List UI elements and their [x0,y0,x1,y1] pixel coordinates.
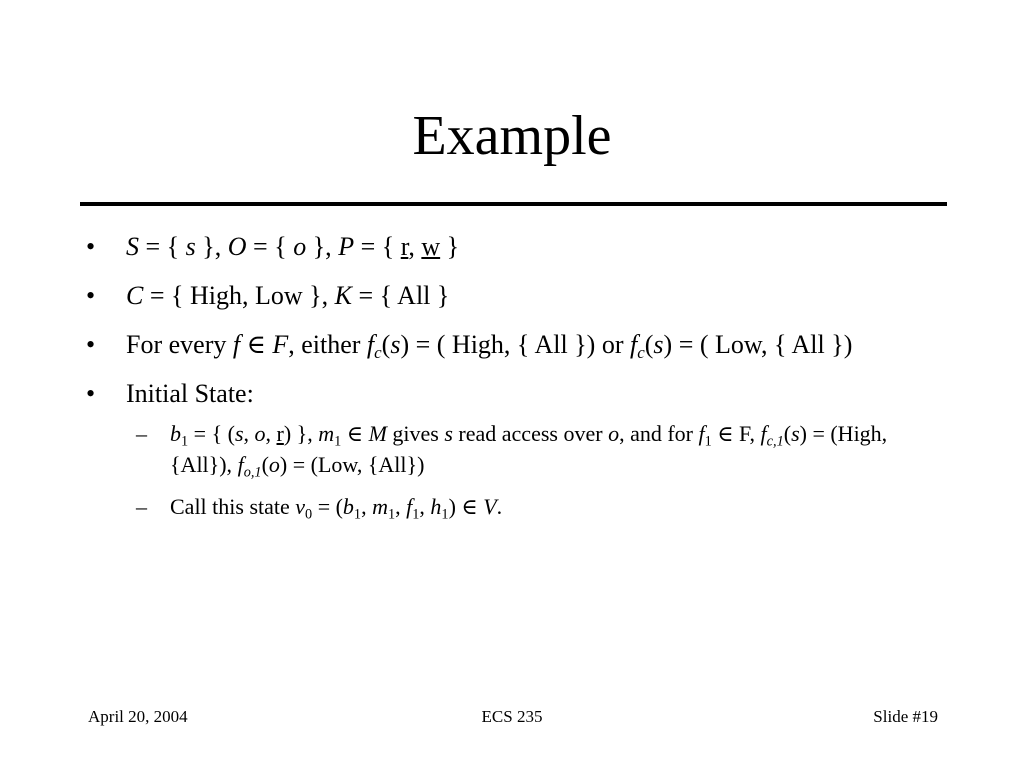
subscript: 1 [334,433,342,450]
math-var: s [234,421,244,446]
text-run: ( [783,421,792,446]
math-var: m [372,494,388,519]
math-var: o [293,232,307,261]
text-run: ∈ F, [711,421,761,446]
text-run: ) ∈ [448,494,484,519]
text-run: , either [288,330,367,359]
text-run: . [496,494,503,519]
text-run: , [395,494,407,519]
text-run: , [361,494,373,519]
text-run: } [440,232,460,261]
bullet-security-function [86,326,946,363]
subscript: c [637,343,645,363]
subscript: c,1 [766,433,784,450]
text-run: , [419,494,431,519]
math-var: K [334,281,352,310]
footer-course: ECS 235 [481,707,543,726]
math-var: s [653,330,664,359]
text-run: , [243,421,255,446]
math-var: s [791,421,800,446]
math-var: P [338,232,355,261]
text-run: = { ( [188,421,235,446]
subscript: 1 [441,506,449,523]
text-run: ) = ( Low, { All }) [663,330,853,359]
text-run: = ( [312,494,343,519]
text-run: ) }, [283,421,319,446]
bullet-marker: • [86,232,96,261]
bullet-sets [86,228,946,265]
text-run: read access over [452,421,609,446]
math-var: f [366,330,375,359]
text-run: ( [644,330,654,359]
text-run: = { [139,232,186,261]
subscript: 1 [181,433,189,450]
bullet-marker: • [86,330,96,359]
bullet-marker: • [86,379,96,408]
math-var: f [237,452,244,477]
math-var: h [430,494,442,519]
math-var: o [608,421,620,446]
text-run: = { All } [351,281,450,310]
text-run: ) = ( High, { All }) or [400,330,630,359]
title-divider [80,202,947,206]
math-var: b [170,421,181,446]
text-run: gives [386,421,445,446]
math-var: S [126,232,139,261]
text-run: , [408,232,422,261]
text-run: = { [246,232,294,261]
subscript: 1 [387,506,396,523]
math-var: o [254,421,266,446]
math-var: v [295,494,306,519]
text-run: = { High, Low }, [143,281,335,310]
bullet-marker: • [86,281,96,310]
math-var: C [126,281,144,310]
right-read: r [400,232,409,261]
subbullet-state-name [86,491,946,522]
text-run: ∈ [341,421,369,446]
text-run: = { [354,232,401,261]
slide-title: Example [412,105,612,167]
footer-date: April 20, 2004 [88,707,188,726]
right-write: w [421,232,441,261]
subbullet-state-definition [86,418,946,480]
subscript: o,1 [243,464,262,481]
subscript: c [374,343,382,363]
text-run: ) = (Low, {All}) [279,452,425,477]
bullet-list [86,228,946,533]
subscript: 0 [305,506,313,523]
subscript: 1 [704,433,712,450]
subbullet-marker: – [136,421,147,446]
math-var: s [444,421,453,446]
math-var: f [406,494,413,519]
footer-slide-number: Slide #19 [873,707,938,726]
math-var: o [268,452,280,477]
math-var: m [318,421,335,446]
subscript: 1 [353,506,362,523]
math-var: s [390,330,401,359]
math-var: f [630,330,638,359]
math-var: s [185,232,196,261]
math-var: f [760,421,767,446]
text-run: For every [126,330,233,359]
math-var: O [227,232,247,261]
text-run: Call this state [170,494,296,519]
math-var: f [232,330,241,359]
text-run: , and for [619,421,699,446]
text-run: ( [381,330,391,359]
bullet-classifications [86,277,946,314]
math-var: b [342,494,354,519]
text-run: }, [195,232,228,261]
text-run: }, [306,232,339,261]
math-var: f [698,421,705,446]
text-run: , [265,421,277,446]
math-var: M [368,421,387,446]
bullet-initial-state [86,375,946,412]
text-run: Initial State: [126,379,254,408]
text-run: ∈ [240,330,273,359]
subbullet-marker: – [136,494,147,519]
text-run: ) = (High, {All}), [170,421,888,477]
right-read: r [276,421,284,446]
math-var: V [483,494,497,519]
text-run: ( [261,452,269,477]
math-var: F [272,330,289,359]
subscript: 1 [412,506,420,523]
